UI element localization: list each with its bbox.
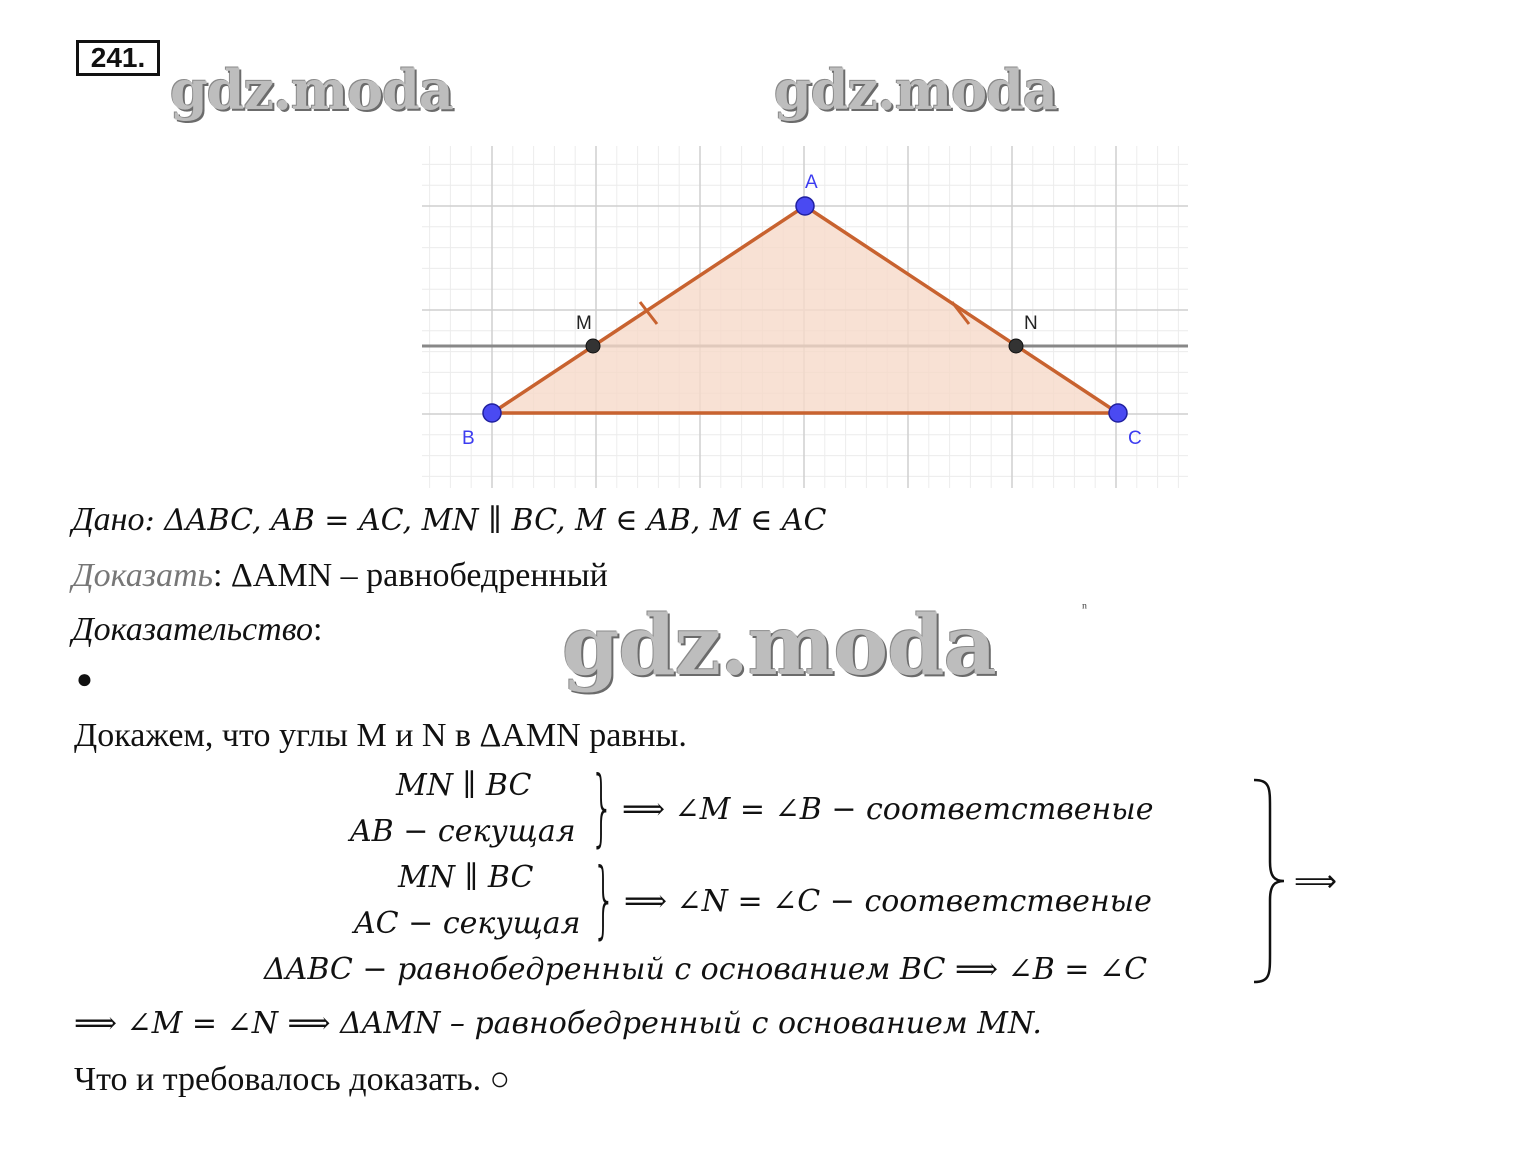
- point-c: [1109, 404, 1127, 422]
- block2-line2: AC − секущая: [354, 906, 581, 941]
- block2-result: ⟹ ∠N = ∠C − соответственые: [624, 884, 1152, 919]
- given-label: Дано: [72, 501, 145, 538]
- end-line: Что и требовалось доказать. ○: [74, 1061, 511, 1098]
- watermark-logo-large: gdz.moda: [562, 598, 996, 694]
- prove-text: : ΔAMN – равнобедренный: [212, 557, 608, 594]
- label-b: B: [462, 428, 475, 449]
- proof-intro: Докажем, что углы M и N в ΔAMN равны.: [74, 717, 687, 754]
- block1-line2: AB − секущая: [350, 814, 576, 849]
- point-a: [796, 197, 814, 215]
- brace-right-2: }: [592, 850, 617, 948]
- watermark-logo: gdz.moda: [170, 58, 453, 122]
- watermark-logo: gdz.moda: [774, 58, 1057, 122]
- block2-line1: MN ∥ BC: [398, 860, 534, 895]
- prove-line: [72, 556, 608, 596]
- block3-line: ΔABC − равнобедренный с основанием BC ⟹ ∠B = ∠C: [264, 952, 1148, 987]
- label-a: A: [805, 172, 818, 193]
- stray-mark: ⁿ: [1082, 600, 1088, 617]
- problem-number: 241.: [76, 40, 160, 76]
- given-text: : ΔABC, AB = AC, MN ∥ BC, M ∈ AB, M ∈ AC: [144, 503, 827, 538]
- big-brace-right: [1250, 778, 1290, 984]
- bullet: ●: [76, 664, 93, 695]
- label-c: C: [1128, 428, 1142, 449]
- label-n: N: [1024, 313, 1038, 334]
- triangle-figure: [422, 146, 1188, 488]
- proof-label: Доказательство: [72, 611, 314, 648]
- proof-colon: :: [313, 611, 323, 648]
- conclusion-line: ⟹ ∠M = ∠N ⟹ ΔAMN – равнобедренный с основанием MN.: [74, 1006, 1042, 1041]
- point-m: [586, 339, 600, 353]
- point-b: [483, 404, 501, 422]
- proof-heading: [72, 610, 322, 650]
- prove-label: Доказать: [72, 557, 213, 594]
- label-m: M: [576, 313, 592, 334]
- given-line: [72, 500, 826, 541]
- block1-result: ⟹ ∠M = ∠B − соответственые: [622, 792, 1154, 827]
- implies-arrow: ⟹: [1294, 864, 1338, 899]
- point-n: [1009, 339, 1023, 353]
- block1-line1: MN ∥ BC: [396, 768, 532, 803]
- brace-right-1: }: [590, 758, 615, 856]
